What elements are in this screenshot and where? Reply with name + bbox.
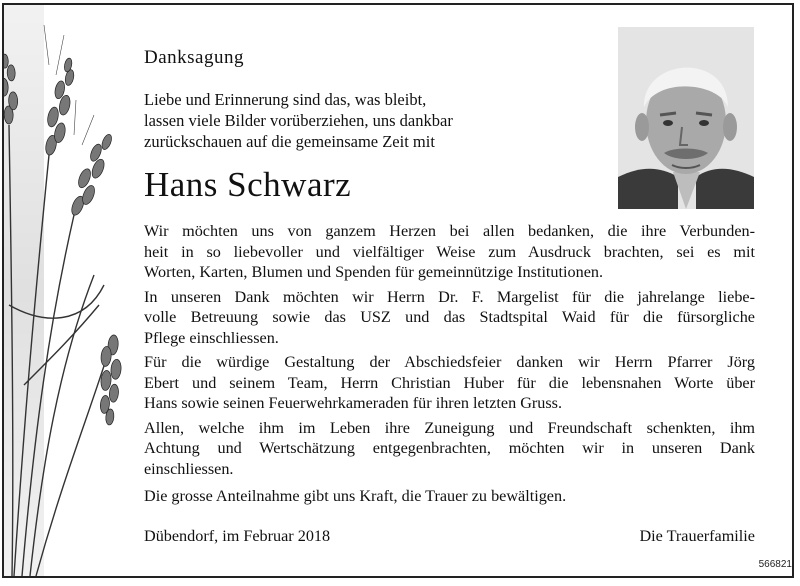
portrait-photo — [618, 27, 754, 209]
text-line: volle Betreuung sowie das USZ und das Stadtspital Waid für die fürsorgliche — [144, 308, 755, 326]
acknowledgement-text — [144, 221, 755, 483]
paragraph — [144, 287, 755, 349]
poem-line: Liebe und Erinnerung sind das, was bleibt, — [144, 90, 427, 109]
wheat-illustration — [4, 5, 134, 576]
text-line: Hans sowie seinen Feuerwehrkameraden für ihren letzten Gruss. — [144, 394, 563, 412]
text-line: Allen, welche ihm im Leben ihre Zuneigung und Freundschaft schenkten, ihm — [144, 418, 755, 437]
text-line: heit in so liebevoller und vielfältiger Weise zum Ausdruck brachten, sei es mit — [144, 242, 755, 261]
deceased-name: Hans Schwarz — [144, 165, 352, 204]
paragraph — [144, 418, 755, 480]
closing-sentence: Die grosse Anteilnahme gibt uns Kraft, die Trauer zu bewältigen. — [144, 487, 567, 505]
poem-line: zurückschauen auf die gemeinsame Zeit mit — [144, 132, 435, 151]
text-line: Worten, Karten, Blumen und Spenden für gemeinnützige Institutionen. — [144, 263, 604, 281]
paragraph — [144, 221, 755, 283]
signature: Die Trauerfamilie — [639, 527, 755, 545]
text-line: Wir möchten uns von ganzem Herzen bei allen bedanken, die ihre Verbunden- — [144, 222, 755, 240]
ad-code: 566821 — [758, 559, 792, 570]
text-line: Achtung und Wertschätzung entgegenbrachten, möchten wir in unseren Dank — [144, 439, 755, 457]
text-line: In unseren Dank möchten wir Herrn Dr. F. Margelist für die jahrelange liebe- — [144, 287, 755, 306]
poem-line: lassen viele Bilder vorüberziehen, uns dankbar — [144, 111, 453, 130]
text-line: Ebert und seinem Team, Herrn Christian Huber für die lebensnahen Worte über — [144, 373, 755, 392]
poem-verse — [144, 89, 453, 152]
text-line: einschliessen. — [144, 459, 234, 478]
paragraph — [144, 352, 755, 414]
heading-danksagung: Danksagung — [144, 47, 244, 68]
text-line: Für die würdige Gestaltung der Abschiedsfeier danken wir Herrn Pfarrer Jörg — [144, 353, 755, 371]
place-date: Dübendorf, im Februar 2018 — [144, 527, 331, 545]
text-line: Pflege einschliessen. — [144, 328, 279, 347]
